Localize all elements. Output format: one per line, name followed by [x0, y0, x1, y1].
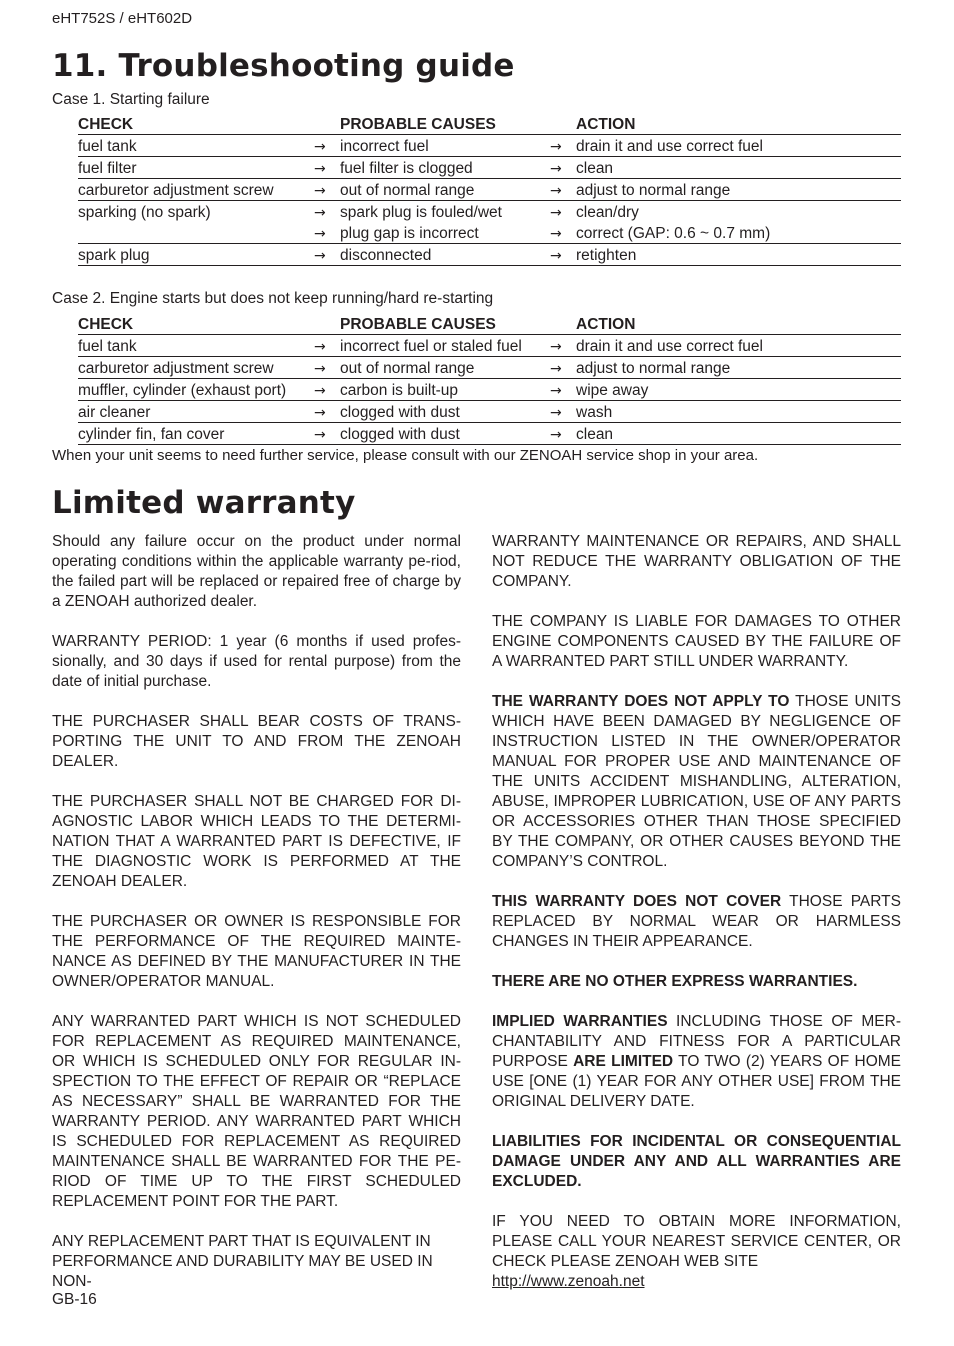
arrow-right-icon: → — [314, 383, 326, 399]
bold-lead: IMPLIED WARRANTIES — [492, 1013, 668, 1030]
warranty-title: Limited warranty — [52, 485, 356, 521]
no-express-warranties: THERE ARE NO OTHER EXPRESS WARRANTIES. — [492, 973, 858, 990]
cause-cell: out of normal range — [340, 357, 550, 379]
check-cell: cylinder fin, fan cover — [78, 423, 314, 445]
table-row — [78, 179, 901, 201]
check-cell: muffler, cylinder (exhaust port) — [78, 379, 314, 401]
liabilities-paragraph: LIABILITIES FOR INCIDENTAL OR CONSEQUENTIAL DAMAGE UNDER ANY AND ALL WARRANTIES ARE EXCLUDED. — [492, 1133, 901, 1190]
check-cell: carburetor adjustment screw — [78, 357, 314, 379]
table-row — [78, 423, 901, 445]
action-cell: drain it and use correct fuel — [576, 135, 901, 157]
page-header-model: eHT752S / eHT602D — [52, 10, 193, 27]
zenoah-website-link[interactable]: http://www.zenoah.net — [492, 1273, 645, 1290]
paragraph-text: IF YOU NEED TO OBTAIN MORE INFORMATION, PLEASE CALL YOUR NEAREST SERVICE CENTER, OR CHECK PLEASE ZENOAH WEB SITE — [492, 1213, 901, 1270]
warranty-paragraph: WARRANTY MAINTENANCE OR REPAIRS, AND SHALL NOT REDUCE THE WARRANTY OBLIGATION OF THE COMPANY. — [492, 533, 901, 590]
case1-title: Case 1. Starting failure — [52, 91, 210, 108]
arrow-right-icon: → — [314, 248, 326, 264]
bold-lead: THIS WARRANTY DOES NOT COVER — [492, 893, 782, 910]
table-row — [78, 135, 901, 157]
bold-lead: THE WARRANTY DOES NOT APPLY TO — [492, 693, 790, 710]
warranty-paragraph: ANY REPLACEMENT PART THAT IS EQUIVALENT IN PERFORMANCE AND DURABILITY MAY BE USED IN NON- — [52, 1233, 433, 1290]
col-check-header: CHECK — [78, 114, 314, 135]
case2-table — [78, 314, 901, 445]
paragraph-text: THOSE PARTS REPLACED BY NORMAL WEAR OR HARMLESS CHANGES IN THEIR APPEARANCE. — [492, 893, 901, 950]
col-check-header: CHECK — [78, 314, 314, 335]
arrow-right-icon: → — [314, 405, 326, 421]
check-cell: fuel tank — [78, 335, 314, 357]
table-row — [78, 244, 901, 266]
table-row — [78, 357, 901, 379]
warranty-paragraph: THE COMPANY IS LIABLE FOR DAMAGES TO OTHER ENGINE COMPONENTS CAUSED BY THE FAILURE OF A WARRANTED PART STILL UNDER WARRANTY. — [492, 613, 901, 670]
implied-warranties-paragraph — [492, 1012, 901, 1112]
arrow-right-icon: → — [314, 161, 326, 177]
table-row — [78, 379, 901, 401]
more-info-paragraph — [492, 1212, 901, 1292]
warranty-left-column — [52, 532, 461, 1312]
action-cell: drain it and use correct fuel — [576, 335, 901, 357]
col-action-header: ACTION — [576, 314, 901, 335]
action-cell: clean — [576, 423, 901, 445]
service-note: When your unit seems to need further service, please consult with our ZENOAH service shop in your area. — [52, 447, 759, 464]
warranty-paragraph: Should any failure occur on the product under normal operating conditions within the applicable warranty pe-riod, the failed part will be replaced or repaired free of charge by a ZENOAH authorized dealer. — [52, 533, 461, 610]
check-cell: carburetor adjustment screw — [78, 179, 314, 201]
arrow-right-icon: → — [314, 183, 326, 199]
col-causes-header: PROBABLE CAUSES — [340, 314, 550, 335]
troubleshooting-title: 11. Troubleshooting guide — [52, 48, 515, 84]
table-row — [78, 201, 901, 223]
cause-cell: carbon is built-up — [340, 379, 550, 401]
check-cell: spark plug — [78, 244, 314, 266]
arrow-right-icon: → — [314, 205, 326, 221]
case1-header-row — [78, 114, 901, 135]
arrow-right-icon: → — [550, 383, 562, 399]
table-row — [78, 335, 901, 357]
cause-cell: out of normal range — [340, 179, 550, 201]
arrow-right-icon: → — [550, 139, 562, 155]
arrow-right-icon: → — [550, 205, 562, 221]
arrow-right-icon: → — [550, 361, 562, 377]
action-cell: wipe away — [576, 379, 901, 401]
action-cell: clean/dry — [576, 204, 639, 221]
paragraph-text: INCLUDING THOSE OF MER-CHANTABILITY AND FITNESS FOR A PARTICULAR PURPOSE — [492, 1013, 901, 1070]
arrow-right-icon: → — [314, 427, 326, 443]
table-row — [78, 157, 901, 179]
action-cell: wash — [576, 401, 901, 423]
arrow-right-icon: → — [550, 161, 562, 177]
paragraph-text: TO TWO (2) YEARS OF HOME USE [ONE (1) YEAR FOR ANY OTHER USE] FROM THE ORIGINAL DELIVERY DATE. — [492, 1053, 902, 1110]
paragraph-text: THOSE UNITS WHICH HAVE BEEN DAMAGED BY NEGLIGENCE OF INSTRUCTION LISTED IN THE OWNER/OPERATOR MANUAL FOR PROPER USE AND MAINTENANCE OF THE UNITS ACCIDENT MISHANDLING, ALTERATION, ABUSE, IMPROPER LUBRICATION, USE OF ANY PARTS OR ACCESSORIES OTHER THAN THOSE SPECIFIED BY THE COMPANY, OR OTHER CAUSES BEYOND THE COMPANY’S CONTROL. — [492, 693, 901, 870]
arrow-right-icon: → — [550, 248, 562, 264]
action-cell: correct (GAP: 0.6 ~ 0.7 mm) — [576, 222, 901, 244]
warranty-paragraph: ANY WARRANTED PART WHICH IS NOT SCHEDULED FOR REPLACEMENT AS REQUIRED MAINTENANCE, OR WHICH IS SCHEDULED ONLY FOR REGULAR IN-SPECTION TO THE EFFECT OF REPAIR OR “REPLACE AS NECESSARY” SHALL BE WARRANTED FOR THE WARRANTY PERIOD. ANY WARRANTED PART WHICH IS SCHEDULED FOR REPLACEMENT AS REQUIRED MAINTENANCE SHALL BE WARRANTED FOR THE PE-RIOD OF TIME UP TO THE FIRST SCHEDULED REPLACEMENT POINT FOR THE PART. — [52, 1013, 461, 1210]
arrow-right-icon: → — [314, 139, 326, 155]
action-cell: retighten — [576, 244, 901, 266]
check-cell: sparking (no spark) — [78, 204, 211, 221]
cause-cell: incorrect fuel or staled fuel — [340, 335, 550, 357]
arrow-right-icon: → — [550, 427, 562, 443]
arrow-right-icon: → — [550, 183, 562, 199]
cause-cell: spark plug is fouled/wet — [340, 204, 502, 221]
warranty-not-cover-paragraph — [492, 892, 901, 952]
warranty-paragraph: THE PURCHASER OR OWNER IS RESPONSIBLE FOR THE PERFORMANCE OF THE REQUIRED MAINTE-NANCE AS DEFINED BY THE MANUFACTURER IN THE OWNER/OPERATOR MANUAL. — [52, 913, 461, 990]
cause-cell: clogged with dust — [340, 423, 550, 445]
col-causes-header: PROBABLE CAUSES — [340, 114, 550, 135]
case1-table — [78, 114, 901, 266]
check-cell — [78, 222, 314, 244]
action-cell: adjust to normal range — [576, 179, 901, 201]
page-number: GB-16 — [52, 1291, 97, 1308]
arrow-right-icon: → — [550, 405, 562, 421]
action-cell: clean — [576, 157, 901, 179]
bold-inline: ARE LIMITED — [573, 1053, 674, 1070]
arrow-right-icon: → — [550, 226, 562, 242]
warranty-exclusions-paragraph — [492, 692, 901, 872]
warranty-right-column — [492, 532, 901, 1292]
table-row — [78, 401, 901, 423]
cause-cell: plug gap is incorrect — [340, 222, 550, 244]
warranty-period-paragraph — [52, 632, 461, 692]
cause-cell: fuel filter is clogged — [340, 157, 550, 179]
cause-cell: clogged with dust — [340, 401, 550, 423]
warranty-period-label: WARRANTY PERIOD: — [52, 633, 212, 650]
case2-header-row — [78, 314, 901, 335]
col-action-header: ACTION — [576, 114, 901, 135]
check-cell: fuel tank — [78, 135, 314, 157]
warranty-period-text: 1 year (6 months if used profes-sionally, and 30 days if used for rental purpose) from the date of initial purchase. — [52, 633, 461, 690]
cause-cell: disconnected — [340, 244, 550, 266]
arrow-right-icon: → — [314, 226, 326, 242]
warranty-paragraph: THE PURCHASER SHALL BEAR COSTS OF TRANS-PORTING THE UNIT TO AND FROM THE ZENOAH DEALER. — [52, 713, 461, 770]
arrow-right-icon: → — [314, 339, 326, 355]
check-cell: fuel filter — [78, 157, 314, 179]
check-cell: air cleaner — [78, 401, 314, 423]
arrow-right-icon: → — [550, 339, 562, 355]
case2-title: Case 2. Engine starts but does not keep running/hard re-starting — [52, 290, 494, 307]
cause-cell: incorrect fuel — [340, 135, 550, 157]
action-cell: adjust to normal range — [576, 357, 901, 379]
arrow-right-icon: → — [314, 361, 326, 377]
table-row — [78, 222, 901, 244]
warranty-paragraph: THE PURCHASER SHALL NOT BE CHARGED FOR DI-AGNOSTIC LABOR WHICH LEADS TO THE DETERMI-NATION THAT A WARRANTED PART IS DEFECTIVE, IF THE DIAGNOSTIC WORK IS PERFORMED AT THE ZENOAH DEALER. — [52, 793, 461, 890]
